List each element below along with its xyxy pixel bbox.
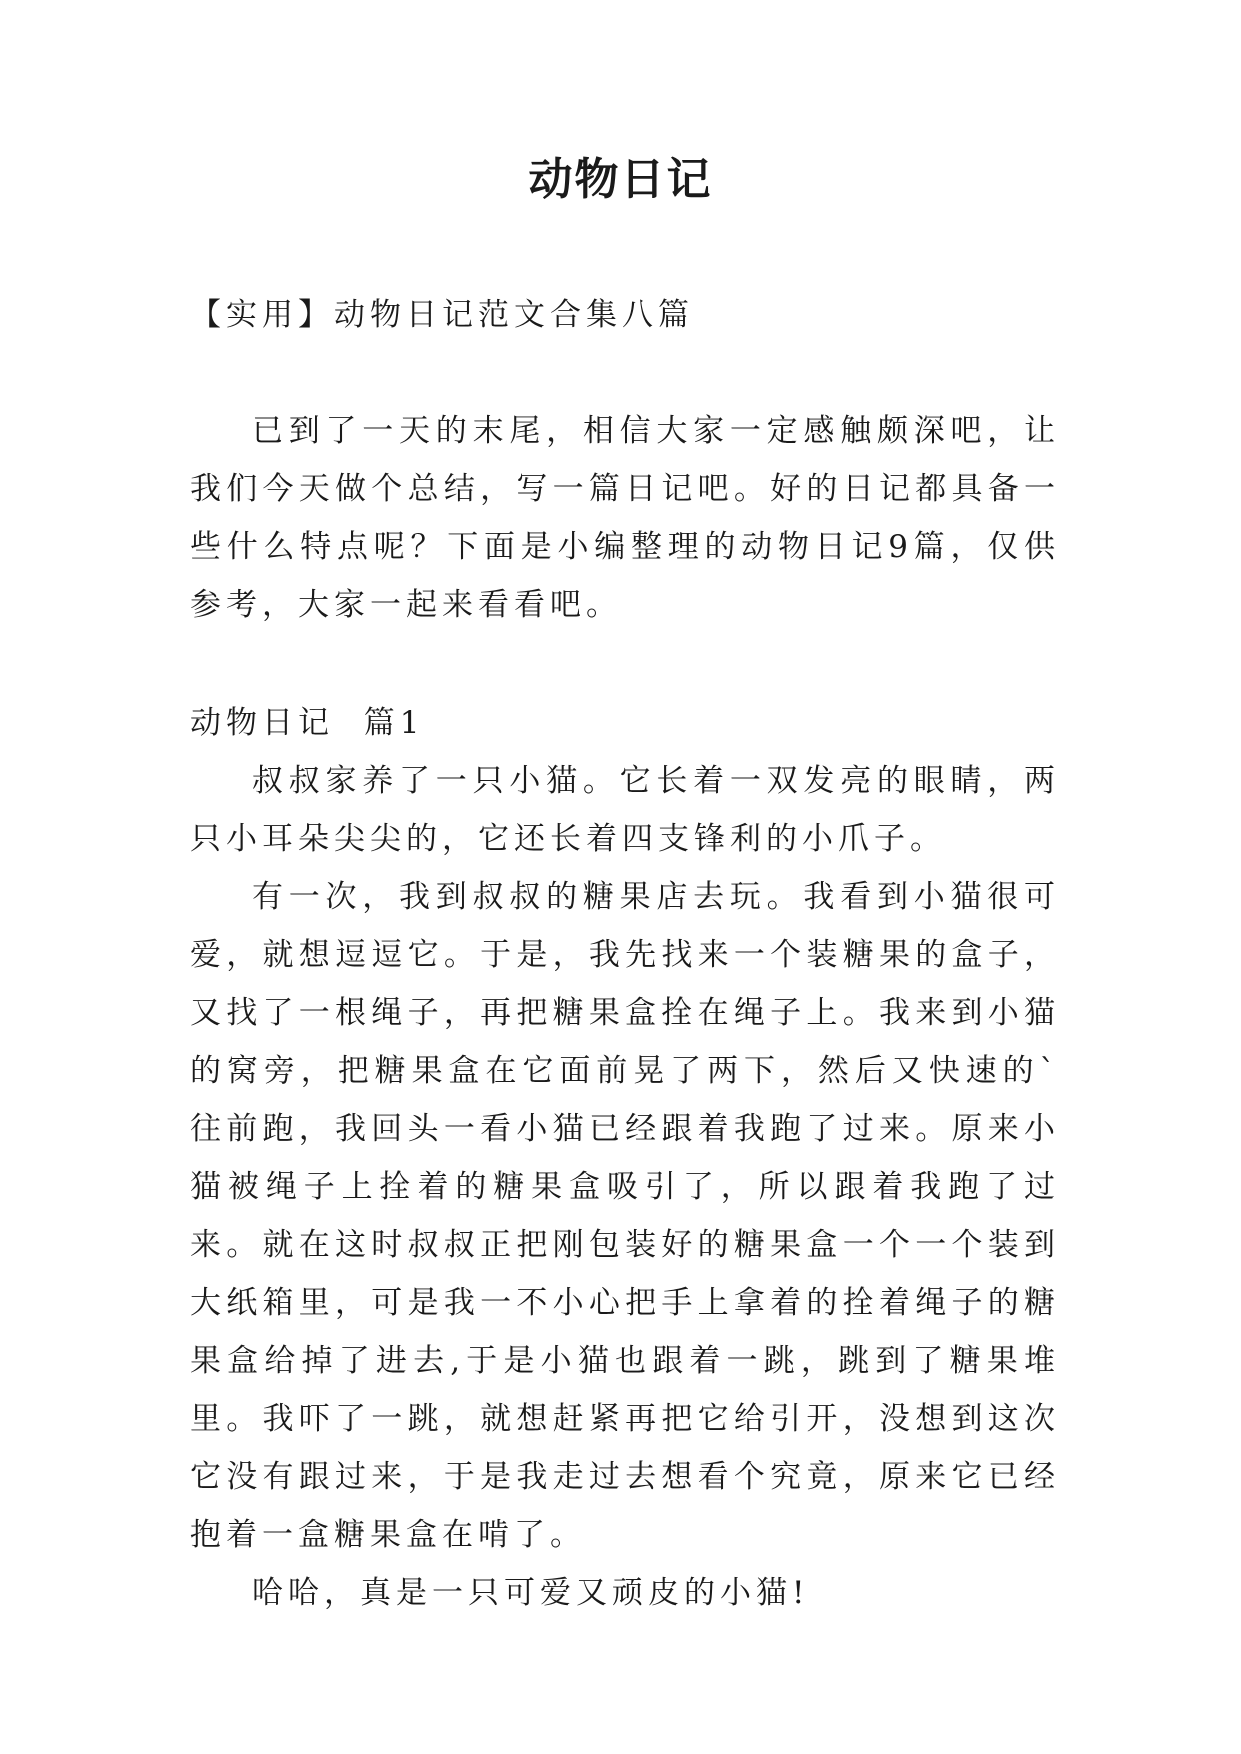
intro-paragraph: 已到了一天的末尾，相信大家一定感触颇深吧，让我们今天做个总结，写一篇日记吧。好的日记都具备一些什么特点呢？下面是小编整理的动物日记9篇，仅供参考，大家一起来看看吧。 bbox=[190, 413, 1060, 623]
section-paragraph-3: 哈哈，真是一只可爱又顽皮的小猫! bbox=[252, 1575, 810, 1611]
section-heading: 动物日记 篇1 bbox=[190, 705, 425, 741]
section-body bbox=[190, 752, 1060, 1622]
intro-block bbox=[190, 402, 1060, 634]
document-subtitle: 【实用】动物日记范文合集八篇 bbox=[190, 297, 694, 333]
section-paragraph-1: 叔叔家养了一只小猫。它长着一双发亮的眼睛，两只小耳朵尖尖的，它还长着四支锋利的小爪子。 bbox=[190, 763, 1060, 857]
document-title: 动物日记 bbox=[528, 154, 713, 205]
section-paragraph-2: 有一次，我到叔叔的糖果店去玩。我看到小猫很可爱，就想逗逗它。于是，我先找来一个装糖果的盒子，又找了一根绳子，再把糖果盒拴在绳子上。我来到小猫的窝旁，把糖果盒在它面前晃了两下，然后又快速的`往前跑，我回头一看小猫已经跟着我跑了过来。原来小猫被绳子上拴着的糖果盒吸引了，所以跟着我跑了过来。就在这时叔叔正把刚包装好的糖果盒一个一个装到大纸箱里，可是我一不小心把手上拿着的拴着绳子的糖果盒给掉了进去,于是小猫也跟着一跳，跳到了糖果堆里。我吓了一跳，就想赶紧再把它给引开，没想到这次它没有跟过来，于是我走过去想看个究竟，原来它已经抱着一盒糖果盒在啃了。 bbox=[190, 879, 1060, 1553]
